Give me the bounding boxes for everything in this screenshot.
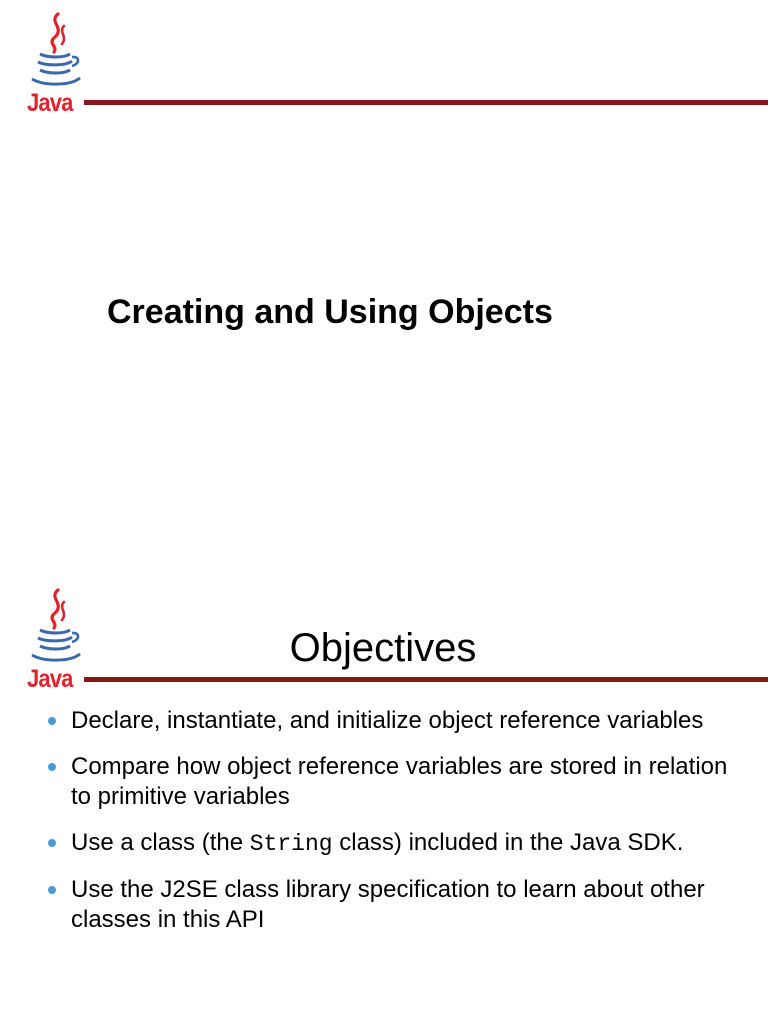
bullet-text-before: Use a class (the: [71, 829, 250, 856]
java-wordmark: Java: [27, 89, 73, 117]
bullet-icon: [48, 763, 56, 771]
java-coffee-cup-icon: [24, 10, 88, 90]
java-wordmark: Java: [27, 665, 73, 693]
bullet-icon: [48, 717, 56, 725]
bullet-icon: [48, 839, 56, 847]
java-logo: [24, 10, 88, 116]
list-item: [48, 828, 748, 859]
bullet-text: Use the J2SE class library specification to learn about other classes in this API: [71, 876, 705, 933]
objectives-slide: [0, 576, 768, 1024]
list-item: [48, 875, 748, 935]
bullet-text: Compare how object reference variables are stored in relation to primitive variables: [71, 753, 728, 810]
bullet-icon: [48, 886, 56, 894]
slide-title-text: Objectives: [289, 626, 477, 670]
bullet-text: Declare, instantiate, and initialize object reference variables: [71, 707, 704, 734]
slide-title: [0, 624, 768, 672]
header-rule: [84, 100, 768, 105]
bullet-text-after: class) included in the Java SDK.: [332, 829, 684, 856]
list-item: [48, 706, 748, 736]
header-rule: [84, 677, 768, 682]
list-item: [48, 752, 748, 812]
code-string: String: [249, 831, 333, 857]
slide-title: Creating and Using Objects: [107, 293, 553, 331]
objectives-list: [48, 706, 748, 951]
